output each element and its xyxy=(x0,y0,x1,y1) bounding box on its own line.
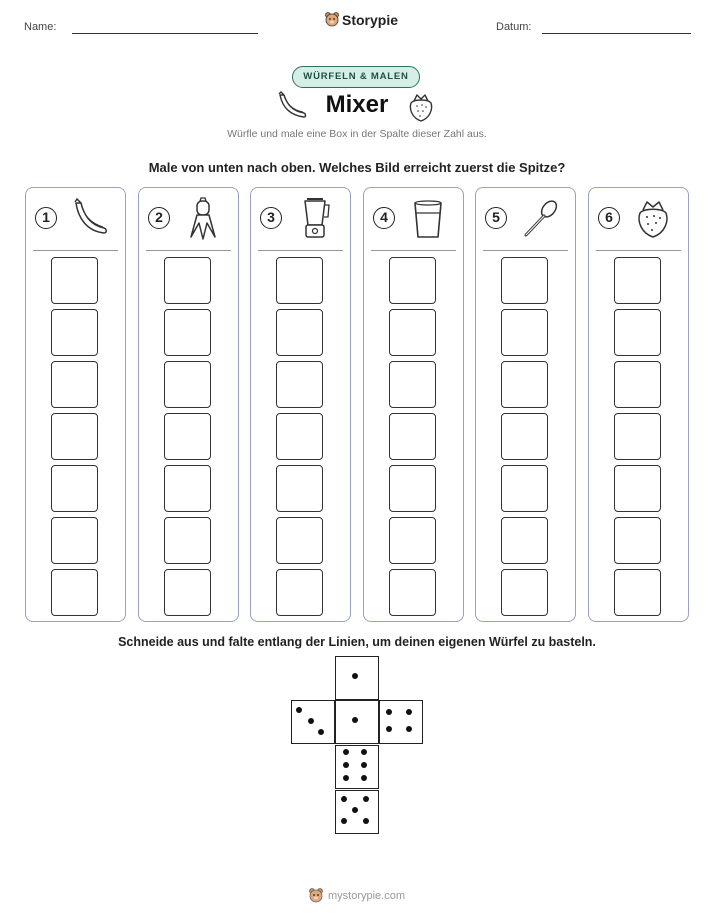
die-pip xyxy=(343,775,349,781)
die-pip xyxy=(352,807,358,813)
spoon-icon xyxy=(520,197,560,241)
column-5 xyxy=(475,187,576,622)
color-box[interactable] xyxy=(614,361,661,408)
date-line[interactable] xyxy=(542,33,691,34)
strawberry-icon xyxy=(633,197,673,241)
die-pip xyxy=(318,729,324,735)
color-box[interactable] xyxy=(614,309,661,356)
blender-icon xyxy=(295,197,335,241)
color-box[interactable] xyxy=(51,517,98,564)
color-box[interactable] xyxy=(389,569,436,616)
bear-mascot-icon xyxy=(325,12,339,28)
column-header xyxy=(589,188,688,250)
die-pip xyxy=(341,796,347,802)
color-box[interactable] xyxy=(276,465,323,512)
die-pip xyxy=(341,818,347,824)
color-box[interactable] xyxy=(501,413,548,460)
brand-logo xyxy=(325,12,398,28)
column-number: 4 xyxy=(373,207,395,229)
color-box[interactable] xyxy=(501,257,548,304)
die-pip xyxy=(386,709,392,715)
peeled-banana-icon xyxy=(183,197,223,241)
color-box[interactable] xyxy=(164,465,211,512)
color-box[interactable] xyxy=(164,257,211,304)
banana-icon xyxy=(70,197,110,241)
die-face-top xyxy=(335,656,379,700)
color-box[interactable] xyxy=(51,309,98,356)
column-number: 1 xyxy=(35,207,57,229)
column-header xyxy=(26,188,125,250)
column-6 xyxy=(588,187,689,622)
die-pip xyxy=(361,749,367,755)
color-box[interactable] xyxy=(164,309,211,356)
color-box[interactable] xyxy=(276,309,323,356)
cut-instruction: Schneide aus und falte entlang der Linien, um deinen eigenen Würfel zu basteln. xyxy=(118,635,596,649)
die-face-right xyxy=(379,700,423,744)
column-header xyxy=(476,188,575,250)
column-header xyxy=(251,188,350,250)
color-box[interactable] xyxy=(51,361,98,408)
color-box[interactable] xyxy=(164,569,211,616)
color-box[interactable] xyxy=(501,361,548,408)
die-pip xyxy=(352,673,358,679)
color-box[interactable] xyxy=(614,517,661,564)
color-box[interactable] xyxy=(276,413,323,460)
die-pip xyxy=(296,707,302,713)
color-box[interactable] xyxy=(276,361,323,408)
color-box[interactable] xyxy=(51,569,98,616)
column-1 xyxy=(25,187,126,622)
color-box[interactable] xyxy=(501,465,548,512)
color-box[interactable] xyxy=(164,413,211,460)
column-number: 6 xyxy=(598,207,620,229)
die-pip xyxy=(363,818,369,824)
footer-url: mystorypie.com xyxy=(327,890,406,902)
color-box[interactable] xyxy=(614,465,661,512)
column-number: 5 xyxy=(485,207,507,229)
color-box[interactable] xyxy=(389,465,436,512)
color-box[interactable] xyxy=(164,517,211,564)
color-box[interactable] xyxy=(389,257,436,304)
color-box[interactable] xyxy=(276,257,323,304)
color-box[interactable] xyxy=(501,569,548,616)
bear-mascot-icon xyxy=(309,888,323,904)
die-pip xyxy=(343,762,349,768)
date-label: Datum: xyxy=(496,21,532,33)
color-box[interactable] xyxy=(51,465,98,512)
glass-icon xyxy=(408,197,448,241)
color-box[interactable] xyxy=(614,257,661,304)
color-box[interactable] xyxy=(164,361,211,408)
die-face-left xyxy=(291,700,335,744)
column-number: 2 xyxy=(148,207,170,229)
column-divider xyxy=(371,250,456,251)
die-pip xyxy=(361,762,367,768)
color-box[interactable] xyxy=(389,517,436,564)
color-box[interactable] xyxy=(276,569,323,616)
die-pip xyxy=(352,717,358,723)
column-4 xyxy=(363,187,464,622)
instruction-text: Male von unten nach oben. Welches Bild erreicht zuerst die Spitze? xyxy=(148,160,566,175)
die-pip xyxy=(363,796,369,802)
strawberry-icon xyxy=(406,91,436,123)
die-pip xyxy=(386,726,392,732)
column-3 xyxy=(250,187,351,622)
color-box[interactable] xyxy=(389,361,436,408)
column-divider xyxy=(33,250,118,251)
column-header xyxy=(364,188,463,250)
subtitle: Würfle und male eine Box in der Spalte dieser Zahl aus. xyxy=(227,128,487,140)
column-divider xyxy=(258,250,343,251)
name-line[interactable] xyxy=(72,33,258,34)
die-face-bottom xyxy=(335,790,379,834)
color-box[interactable] xyxy=(501,309,548,356)
column-2 xyxy=(138,187,239,622)
color-box[interactable] xyxy=(51,413,98,460)
die-pip xyxy=(406,726,412,732)
name-label: Name: xyxy=(24,21,57,33)
footer xyxy=(0,888,714,904)
color-box[interactable] xyxy=(389,413,436,460)
die-face-center xyxy=(335,700,379,744)
die-pip xyxy=(343,749,349,755)
color-box[interactable] xyxy=(614,413,661,460)
die-face-lower xyxy=(335,745,379,789)
column-divider xyxy=(596,250,681,251)
color-box[interactable] xyxy=(276,517,323,564)
column-header xyxy=(139,188,238,250)
color-box[interactable] xyxy=(614,569,661,616)
die-pip xyxy=(308,718,314,724)
page-title: Mixer xyxy=(325,91,389,118)
column-divider xyxy=(483,250,568,251)
color-box[interactable] xyxy=(51,257,98,304)
color-box[interactable] xyxy=(501,517,548,564)
die-pip xyxy=(361,775,367,781)
column-number: 3 xyxy=(260,207,282,229)
banana-icon xyxy=(276,91,310,123)
color-box[interactable] xyxy=(389,309,436,356)
column-divider xyxy=(146,250,231,251)
brand-name: Storypie xyxy=(342,12,399,28)
die-pip xyxy=(406,709,412,715)
category-badge: WÜRFELN & MALEN xyxy=(292,66,420,88)
